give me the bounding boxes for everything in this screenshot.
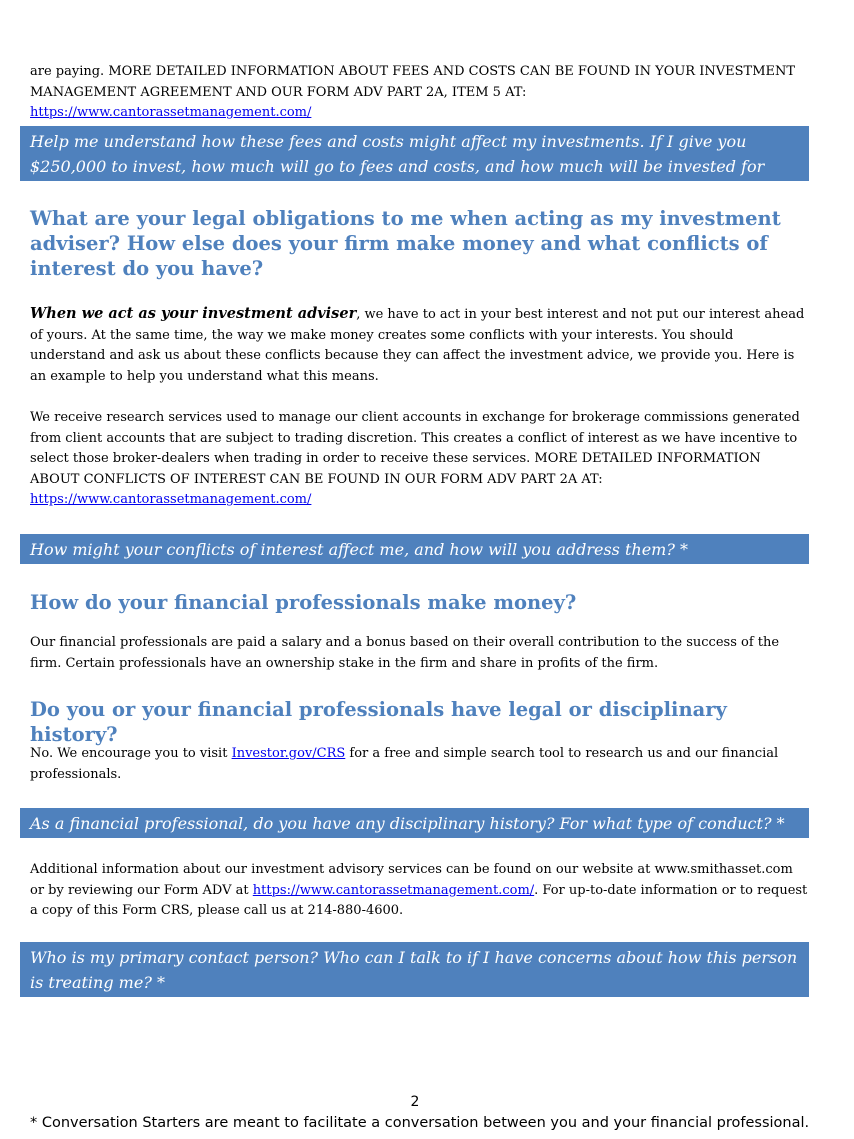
fees-paragraph	[30, 62, 810, 124]
conversation-starter-conflicts: How might your conflicts of interest affect me, and how will you address them? *	[20, 534, 809, 564]
conversation-starter-fees: Help me understand how these fees and costs might affect my investments. If I give you $250,000 to invest, how much will go to fees and costs, and how much will be invested for me? *	[20, 126, 809, 181]
additional-info-paragraph	[30, 860, 810, 922]
adv-link-conflicts[interactable]: https://www.cantorassetmanagement.com/	[30, 492, 312, 508]
adv-link-additional[interactable]: https://www.cantorassetmanagement.com/	[252, 882, 535, 898]
heading-financial-professionals-money: How do your financial professionals make money?	[30, 591, 577, 614]
research-services-text: We receive research services used to manage our client accounts in exchange for brokerage commissions generated from client accounts that are subject to trading discretion. This creates a conflict of interest as we have incentive to select those broker-dealers when trading in order to receive these services. MORE DETAILED INFORMATION ABOUT CONFLICTS OF INTEREST CAN BE FOUND IN OUR FORM ADV PART 2A AT:	[30, 410, 800, 487]
compensation-paragraph: Our financial professionals are paid a salary and a bonus based on their overall contribution to the success of the firm. Certain professionals have an ownership stake in the firm and share in profits of the firm.	[30, 635, 780, 671]
conversation-starters-footnote: * Conversation Starters are meant to facilitate a conversation between you and your financial professional.	[30, 1115, 810, 1131]
additional-info-after: . For up-to-date information or to request a copy of this Form CRS, please call us at 214-880-4600.	[30, 882, 808, 919]
adv-link-fees[interactable]: https://www.cantorassetmanagement.com/	[30, 105, 312, 121]
research-services-paragraph	[30, 408, 810, 511]
fees-paragraph-text: are paying. MORE DETAILED INFORMATION ABOUT FEES AND COSTS CAN BE FOUND IN YOUR INVESTMENT MANAGEMENT AGREEMENT AND OUR FORM ADV PART 2A, ITEM 5 AT:	[30, 64, 796, 100]
disciplinary-text-before: No. We encourage you to visit	[30, 746, 232, 761]
page-number: 2	[410, 1094, 420, 1110]
disciplinary-paragraph	[30, 744, 810, 785]
investor-gov-link[interactable]: Investor.gov/CRS	[231, 746, 346, 761]
legal-obligations-text: , we have to act in your best interest and not put our interest ahead of yours. At the same time, the way we make money creates some conflicts with your interests. You should understand and ask us about these conflicts because they can affect the investment advice, we provide you. Here is an example to help you understand what this means.	[30, 307, 805, 384]
additional-info-before: Additional information about our investment advisory services can be found on our website at www.smithasset.com or by reviewing our Form ADV at	[30, 862, 793, 898]
disciplinary-text-after: for a free and simple search tool to research us and our financial professionals.	[30, 746, 779, 782]
conversation-starter-history: As a financial professional, do you have any disciplinary history? For what type of conduct? *	[20, 808, 809, 838]
conversation-starter-contact: Who is my primary contact person? Who can I talk to if I have concerns about how this person is treating me? *	[20, 942, 809, 997]
legal-obligations-lead: When we act as your investment adviser	[30, 305, 357, 322]
heading-disciplinary-history: Do you or your financial professionals have legal or disciplinary history?	[30, 698, 727, 746]
heading-legal-obligations: What are your legal obligations to me when acting as my investment adviser? How else does your firm make money and what conflicts of interest do you have?	[30, 207, 781, 280]
legal-obligations-paragraph	[30, 304, 810, 387]
